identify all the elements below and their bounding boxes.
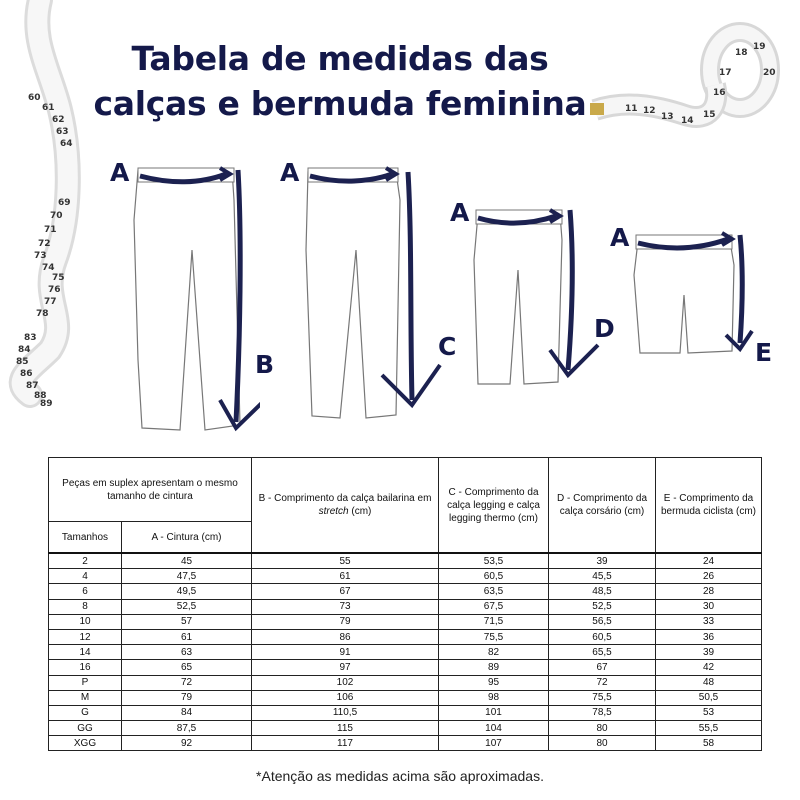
table-cell: 47,5	[122, 569, 252, 584]
table-cell: 16	[49, 660, 122, 675]
table-cell: 53	[656, 705, 762, 720]
header-col-b-text: B - Comprimento da calça bailarina em	[258, 493, 432, 504]
table-cell: 56,5	[549, 614, 656, 629]
measuring-tape-left	[0, 0, 90, 420]
tape-number: 16	[713, 88, 726, 98]
table-cell: 84	[122, 705, 252, 720]
table-cell: 106	[252, 690, 439, 705]
tape-number: 69	[58, 198, 71, 208]
tape-number: 71	[44, 225, 57, 235]
table-cell: 39	[656, 645, 762, 660]
table-cell: 49,5	[122, 584, 252, 599]
table-cell: 55	[252, 553, 439, 569]
tape-number: 63	[56, 127, 69, 137]
table-cell: 65	[122, 660, 252, 675]
tape-number: 89	[40, 399, 53, 409]
label-a-legging: A	[280, 158, 300, 187]
length-arrow-d	[568, 210, 572, 370]
table-cell: 24	[656, 553, 762, 569]
tape-number: 18	[735, 48, 748, 58]
header-col-a: A - Cintura (cm)	[122, 522, 252, 554]
header-col-c: C - Comprimento da calça legging e calça legging thermo (cm)	[439, 458, 549, 554]
tape-number: 62	[52, 115, 65, 125]
table-cell: 6	[49, 584, 122, 599]
header-col-e: E - Comprimento da bermuda ciclista (cm)	[656, 458, 762, 554]
table-cell: 52,5	[122, 599, 252, 614]
tape-number: 84	[18, 345, 31, 355]
title-line-1: Tabela de medidas das	[131, 39, 549, 78]
title-line-2: calças e bermuda feminina	[93, 84, 587, 123]
table-cell: 80	[549, 721, 656, 736]
table-cell: 89	[439, 660, 549, 675]
table-cell: 102	[252, 675, 439, 690]
table-cell: 65,5	[549, 645, 656, 660]
label-c: C	[438, 332, 457, 361]
table-cell: 57	[122, 614, 252, 629]
table-row	[49, 660, 762, 675]
table-cell: 4	[49, 569, 122, 584]
header-col-b	[252, 458, 439, 554]
table-row	[49, 645, 762, 660]
table-cell: 75,5	[439, 629, 549, 644]
tape-number: 87	[26, 381, 39, 391]
table-cell: 45,5	[549, 569, 656, 584]
table-cell: 60,5	[439, 569, 549, 584]
table-cell: 50,5	[656, 690, 762, 705]
table-cell: 67	[252, 584, 439, 599]
table-row	[49, 675, 762, 690]
tape-number: 83	[24, 333, 37, 343]
tape-number: 11	[625, 104, 638, 114]
table-cell: 104	[439, 721, 549, 736]
page-title	[80, 36, 600, 126]
label-d: D	[594, 314, 615, 343]
header-col-b-unit: (cm)	[351, 506, 372, 517]
header-note: Peças em suplex apresentam o mesmo tamanho de cintura	[49, 458, 252, 522]
table-cell: 33	[656, 614, 762, 629]
tape-number: 73	[34, 251, 47, 261]
table-cell: 98	[439, 690, 549, 705]
table-cell: 67,5	[439, 599, 549, 614]
label-a-bailarina: A	[110, 158, 130, 187]
table-cell: G	[49, 705, 122, 720]
measuring-tape-right	[585, 15, 785, 135]
table-cell: 2	[49, 553, 122, 569]
pants-corsario-illustration	[470, 200, 610, 390]
table-cell: 10	[49, 614, 122, 629]
header-col-d: D - Comprimento da calça corsário (cm)	[549, 458, 656, 554]
table-cell: 82	[439, 645, 549, 660]
table-cell: 92	[122, 736, 252, 751]
table-cell: 30	[656, 599, 762, 614]
tape-number: 76	[48, 285, 61, 295]
tape-number: 85	[16, 357, 29, 367]
table-cell: 72	[549, 675, 656, 690]
table-cell: 97	[252, 660, 439, 675]
table-cell: XGG	[49, 736, 122, 751]
length-arrow-e	[740, 235, 742, 343]
tape-number: 77	[44, 297, 57, 307]
table-cell: 36	[656, 629, 762, 644]
table-cell: 78,5	[549, 705, 656, 720]
table-cell: 55,5	[656, 721, 762, 736]
label-a-corsario: A	[450, 198, 470, 227]
tape-number: 70	[50, 211, 63, 221]
table-row	[49, 599, 762, 614]
tape-number: 72	[38, 239, 51, 249]
table-cell: M	[49, 690, 122, 705]
table-row	[49, 614, 762, 629]
tape-number: 13	[661, 112, 674, 122]
table-cell: 45	[122, 553, 252, 569]
table-cell: 14	[49, 645, 122, 660]
table-cell: 42	[656, 660, 762, 675]
table-cell: 63	[122, 645, 252, 660]
table-cell: 63,5	[439, 584, 549, 599]
tape-number: 88	[34, 391, 47, 401]
table-cell: 107	[439, 736, 549, 751]
table-cell: 110,5	[252, 705, 439, 720]
tape-number: 78	[36, 309, 49, 319]
header-col-sizes: Tamanhos	[49, 522, 122, 554]
table-cell: 61	[122, 629, 252, 644]
table-cell: 52,5	[549, 599, 656, 614]
table-cell: 48,5	[549, 584, 656, 599]
table-row	[49, 690, 762, 705]
table-cell: 101	[439, 705, 549, 720]
table-cell: 12	[49, 629, 122, 644]
size-table	[48, 457, 762, 751]
table-row	[49, 736, 762, 751]
table-cell: P	[49, 675, 122, 690]
table-cell: 79	[252, 614, 439, 629]
pants-bailarina-illustration	[130, 160, 260, 440]
tape-number: 64	[60, 139, 73, 149]
table-cell: 79	[122, 690, 252, 705]
footnote: *Atenção as medidas acima são aproximadas.	[256, 768, 544, 784]
table-row	[49, 553, 762, 569]
table-cell: 80	[549, 736, 656, 751]
table-cell: 60,5	[549, 629, 656, 644]
table-cell: 117	[252, 736, 439, 751]
tape-number: 12	[643, 106, 656, 116]
table-row	[49, 629, 762, 644]
tape-number: 17	[719, 68, 732, 78]
table-cell: 86	[252, 629, 439, 644]
table-cell: 8	[49, 599, 122, 614]
tape-number: 74	[42, 263, 55, 273]
table-cell: 28	[656, 584, 762, 599]
pants-legging-illustration	[300, 160, 445, 425]
table-cell: 72	[122, 675, 252, 690]
tape-number: 86	[20, 369, 33, 379]
tape-number: 14	[681, 116, 694, 126]
table-cell: 39	[549, 553, 656, 569]
label-a-bermuda: A	[610, 223, 630, 252]
table-cell: 53,5	[439, 553, 549, 569]
shorts-ciclista-illustration	[630, 225, 770, 360]
table-row	[49, 705, 762, 720]
table-cell: 67	[549, 660, 656, 675]
table-row	[49, 721, 762, 736]
table-cell: 61	[252, 569, 439, 584]
table-cell: GG	[49, 721, 122, 736]
table-cell: 58	[656, 736, 762, 751]
table-row	[49, 569, 762, 584]
table-cell: 87,5	[122, 721, 252, 736]
tape-number: 15	[703, 110, 716, 120]
table-cell: 91	[252, 645, 439, 660]
tape-number: 75	[52, 273, 65, 283]
label-b: B	[255, 350, 275, 379]
table-cell: 26	[656, 569, 762, 584]
tape-number: 19	[753, 42, 766, 52]
length-arrow-c	[408, 172, 412, 400]
table-cell: 115	[252, 721, 439, 736]
label-e: E	[755, 338, 773, 367]
size-table-body	[49, 553, 762, 751]
tape-number: 20	[763, 68, 776, 78]
tape-number: 61	[42, 103, 55, 113]
table-cell: 48	[656, 675, 762, 690]
tape-number: 60	[28, 93, 41, 103]
table-cell: 73	[252, 599, 439, 614]
table-cell: 75,5	[549, 690, 656, 705]
table-row	[49, 584, 762, 599]
table-cell: 95	[439, 675, 549, 690]
header-col-b-emphasis: stretch	[318, 506, 349, 517]
table-cell: 71,5	[439, 614, 549, 629]
